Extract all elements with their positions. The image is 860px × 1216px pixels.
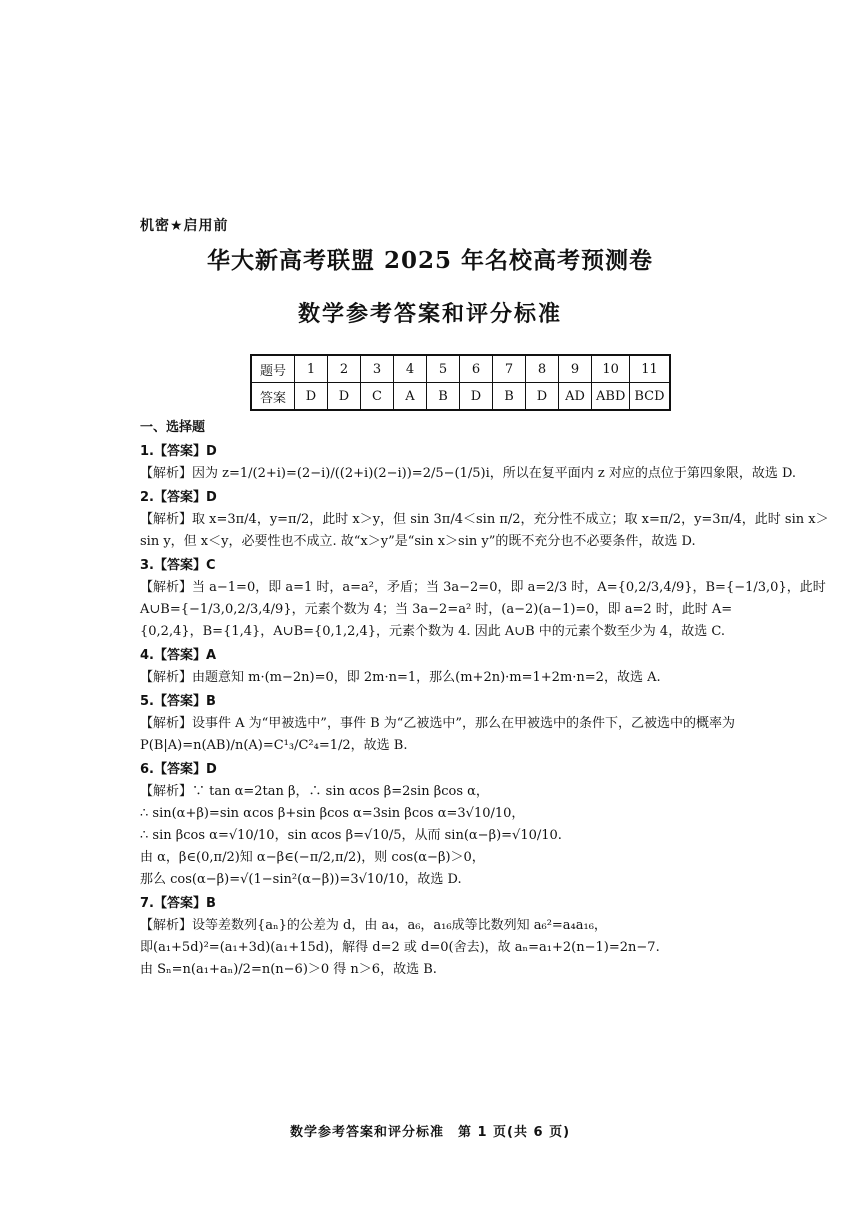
answer-line: 3.【答案】C bbox=[140, 558, 216, 573]
explanation-line: ∴ sin(α+β)=sin αcos β+sin βcos α=3sin βcos α=3√10/10， bbox=[140, 806, 525, 821]
explanation-line: 【解析】因为 z=1/(2+i)=(2−i)/((2+i)(2−i))=2/5−(1/5)i，所以在复平面内 z 对应的点位于第四象限，故选 D. bbox=[140, 466, 797, 481]
answer-line: 4.【答案】A bbox=[140, 648, 217, 663]
answer-cell: D bbox=[460, 383, 493, 411]
answer-line: 7.【答案】B bbox=[140, 896, 216, 911]
question-5 bbox=[140, 691, 740, 757]
answer-line: 1.【答案】D bbox=[140, 444, 217, 459]
number-cell: 1 bbox=[295, 355, 328, 383]
explanation-line: sin y，但 x＜y，必要性也不成立. 故“x＞y”是“sin x＞sin y”的既不充分也不必要条件，故选 D. bbox=[140, 534, 696, 549]
number-cell: 3 bbox=[361, 355, 394, 383]
question-6 bbox=[140, 759, 740, 891]
answer-line: 6.【答案】D bbox=[140, 762, 217, 777]
explanation-line: A∪B={−1/3,0,2/3,4/9}，元素个数为 4；当 3a−2=a² 时，(a−2)(a−1)=0，即 a=2 时，此时 A= bbox=[140, 602, 733, 617]
explanation-line: {0,2,4}，B={1,4}，A∪B={0,1,2,4}，元素个数为 4. 因此 A∪B 中的元素个数至少为 4，故选 C. bbox=[140, 624, 725, 639]
explanation-line: 【解析】由题意知 m·(m−2n)=0，即 2m·n=1，那么(m+2n)·m=1+2m·n=2，故选 A. bbox=[140, 670, 661, 685]
solutions-body bbox=[140, 417, 829, 981]
answer-cell: D bbox=[295, 383, 328, 411]
explanation-line: 即(a₁+5d)²=(a₁+3d)(a₁+15d)，解得 d=2 或 d=0(舍去)，故 aₙ=a₁+2(n−1)=2n−7. bbox=[140, 940, 660, 955]
explanation-line: 【解析】∵ tan α=2tan β，∴ sin αcos β=2sin βcos α， bbox=[140, 784, 489, 799]
number-cell: 10 bbox=[592, 355, 630, 383]
answer-cell: D bbox=[526, 383, 559, 411]
explanation-line: 那么 cos(α−β)=√(1−sin²(α−β))=3√10/10，故选 D. bbox=[140, 872, 462, 887]
explanation-line: 【解析】设事件 A 为“甲被选中”，事件 B 为“乙被选中”，那么在甲被选中的条件下，乙被选中的概率为 bbox=[140, 716, 736, 731]
row-label-answer: 答案 bbox=[251, 383, 295, 411]
explanation-line: 由 α，β∈(0,π/2)知 α−β∈(−π/2,π/2)，则 cos(α−β)＞0， bbox=[140, 850, 485, 865]
document-subtitle: 数学参考答案和评分标准 bbox=[297, 302, 562, 327]
confidential-label: 机密★启用前 bbox=[140, 218, 229, 234]
number-cell: 11 bbox=[630, 355, 670, 383]
page-footer: 数学参考答案和评分标准 第 1 页(共 6 页) bbox=[289, 1125, 571, 1140]
answer-line: 2.【答案】D bbox=[140, 490, 217, 505]
answer-cell: D bbox=[328, 383, 361, 411]
number-cell: 7 bbox=[493, 355, 526, 383]
answer-cell: B bbox=[493, 383, 526, 411]
answer-cell: A bbox=[394, 383, 427, 411]
number-cell: 6 bbox=[460, 355, 493, 383]
answer-cell: BCD bbox=[630, 383, 670, 411]
explanation-line: ∴ sin βcos α=√10/10，sin αcos β=√10/5，从而 sin(α−β)=√10/10. bbox=[140, 828, 562, 843]
question-number-row bbox=[251, 355, 670, 383]
explanation-line: 【解析】设等差数列{aₙ}的公差为 d，由 a₄，a₆，a₁₆成等比数列知 a₆²=a₄a₁₆， bbox=[140, 918, 607, 933]
section-title: 一、选择题 bbox=[140, 420, 206, 435]
answer-row bbox=[251, 383, 670, 411]
row-label-number: 题号 bbox=[251, 355, 295, 383]
question-7 bbox=[140, 893, 740, 981]
explanation-line: 【解析】当 a−1=0，即 a=1 时，a=a²，矛盾；当 3a−2=0，即 a=2/3 时，A={0,2/3,4/9}，B={−1/3,0}，此时 bbox=[140, 580, 826, 595]
question-4 bbox=[140, 645, 740, 689]
explanation-line: 由 Sₙ=n(a₁+aₙ)/2=n(n−6)＞0 得 n＞6，故选 B. bbox=[140, 962, 437, 977]
number-cell: 5 bbox=[427, 355, 460, 383]
explanation-line: P(B|A)=n(AB)/n(A)=C¹₃/C²₄=1/2，故选 B. bbox=[140, 738, 408, 753]
number-cell: 8 bbox=[526, 355, 559, 383]
answer-cell: AD bbox=[559, 383, 592, 411]
answer-line: 5.【答案】B bbox=[140, 694, 216, 709]
answer-table bbox=[250, 354, 671, 411]
answer-cell: ABD bbox=[592, 383, 630, 411]
question-3 bbox=[140, 555, 826, 643]
question-1 bbox=[140, 441, 797, 485]
number-cell: 4 bbox=[394, 355, 427, 383]
question-2 bbox=[140, 487, 829, 553]
explanation-line: 【解析】取 x=3π/4，y=π/2，此时 x＞y，但 sin 3π/4＜sin π/2，充分性不成立；取 x=π/2，y=3π/4，此时 sin x＞ bbox=[140, 512, 829, 527]
number-cell: 9 bbox=[559, 355, 592, 383]
answer-cell: B bbox=[427, 383, 460, 411]
exam-title: 华大新高考联盟 2025 年名校高考预测卷 bbox=[206, 247, 654, 274]
number-cell: 2 bbox=[328, 355, 361, 383]
answer-cell: C bbox=[361, 383, 394, 411]
